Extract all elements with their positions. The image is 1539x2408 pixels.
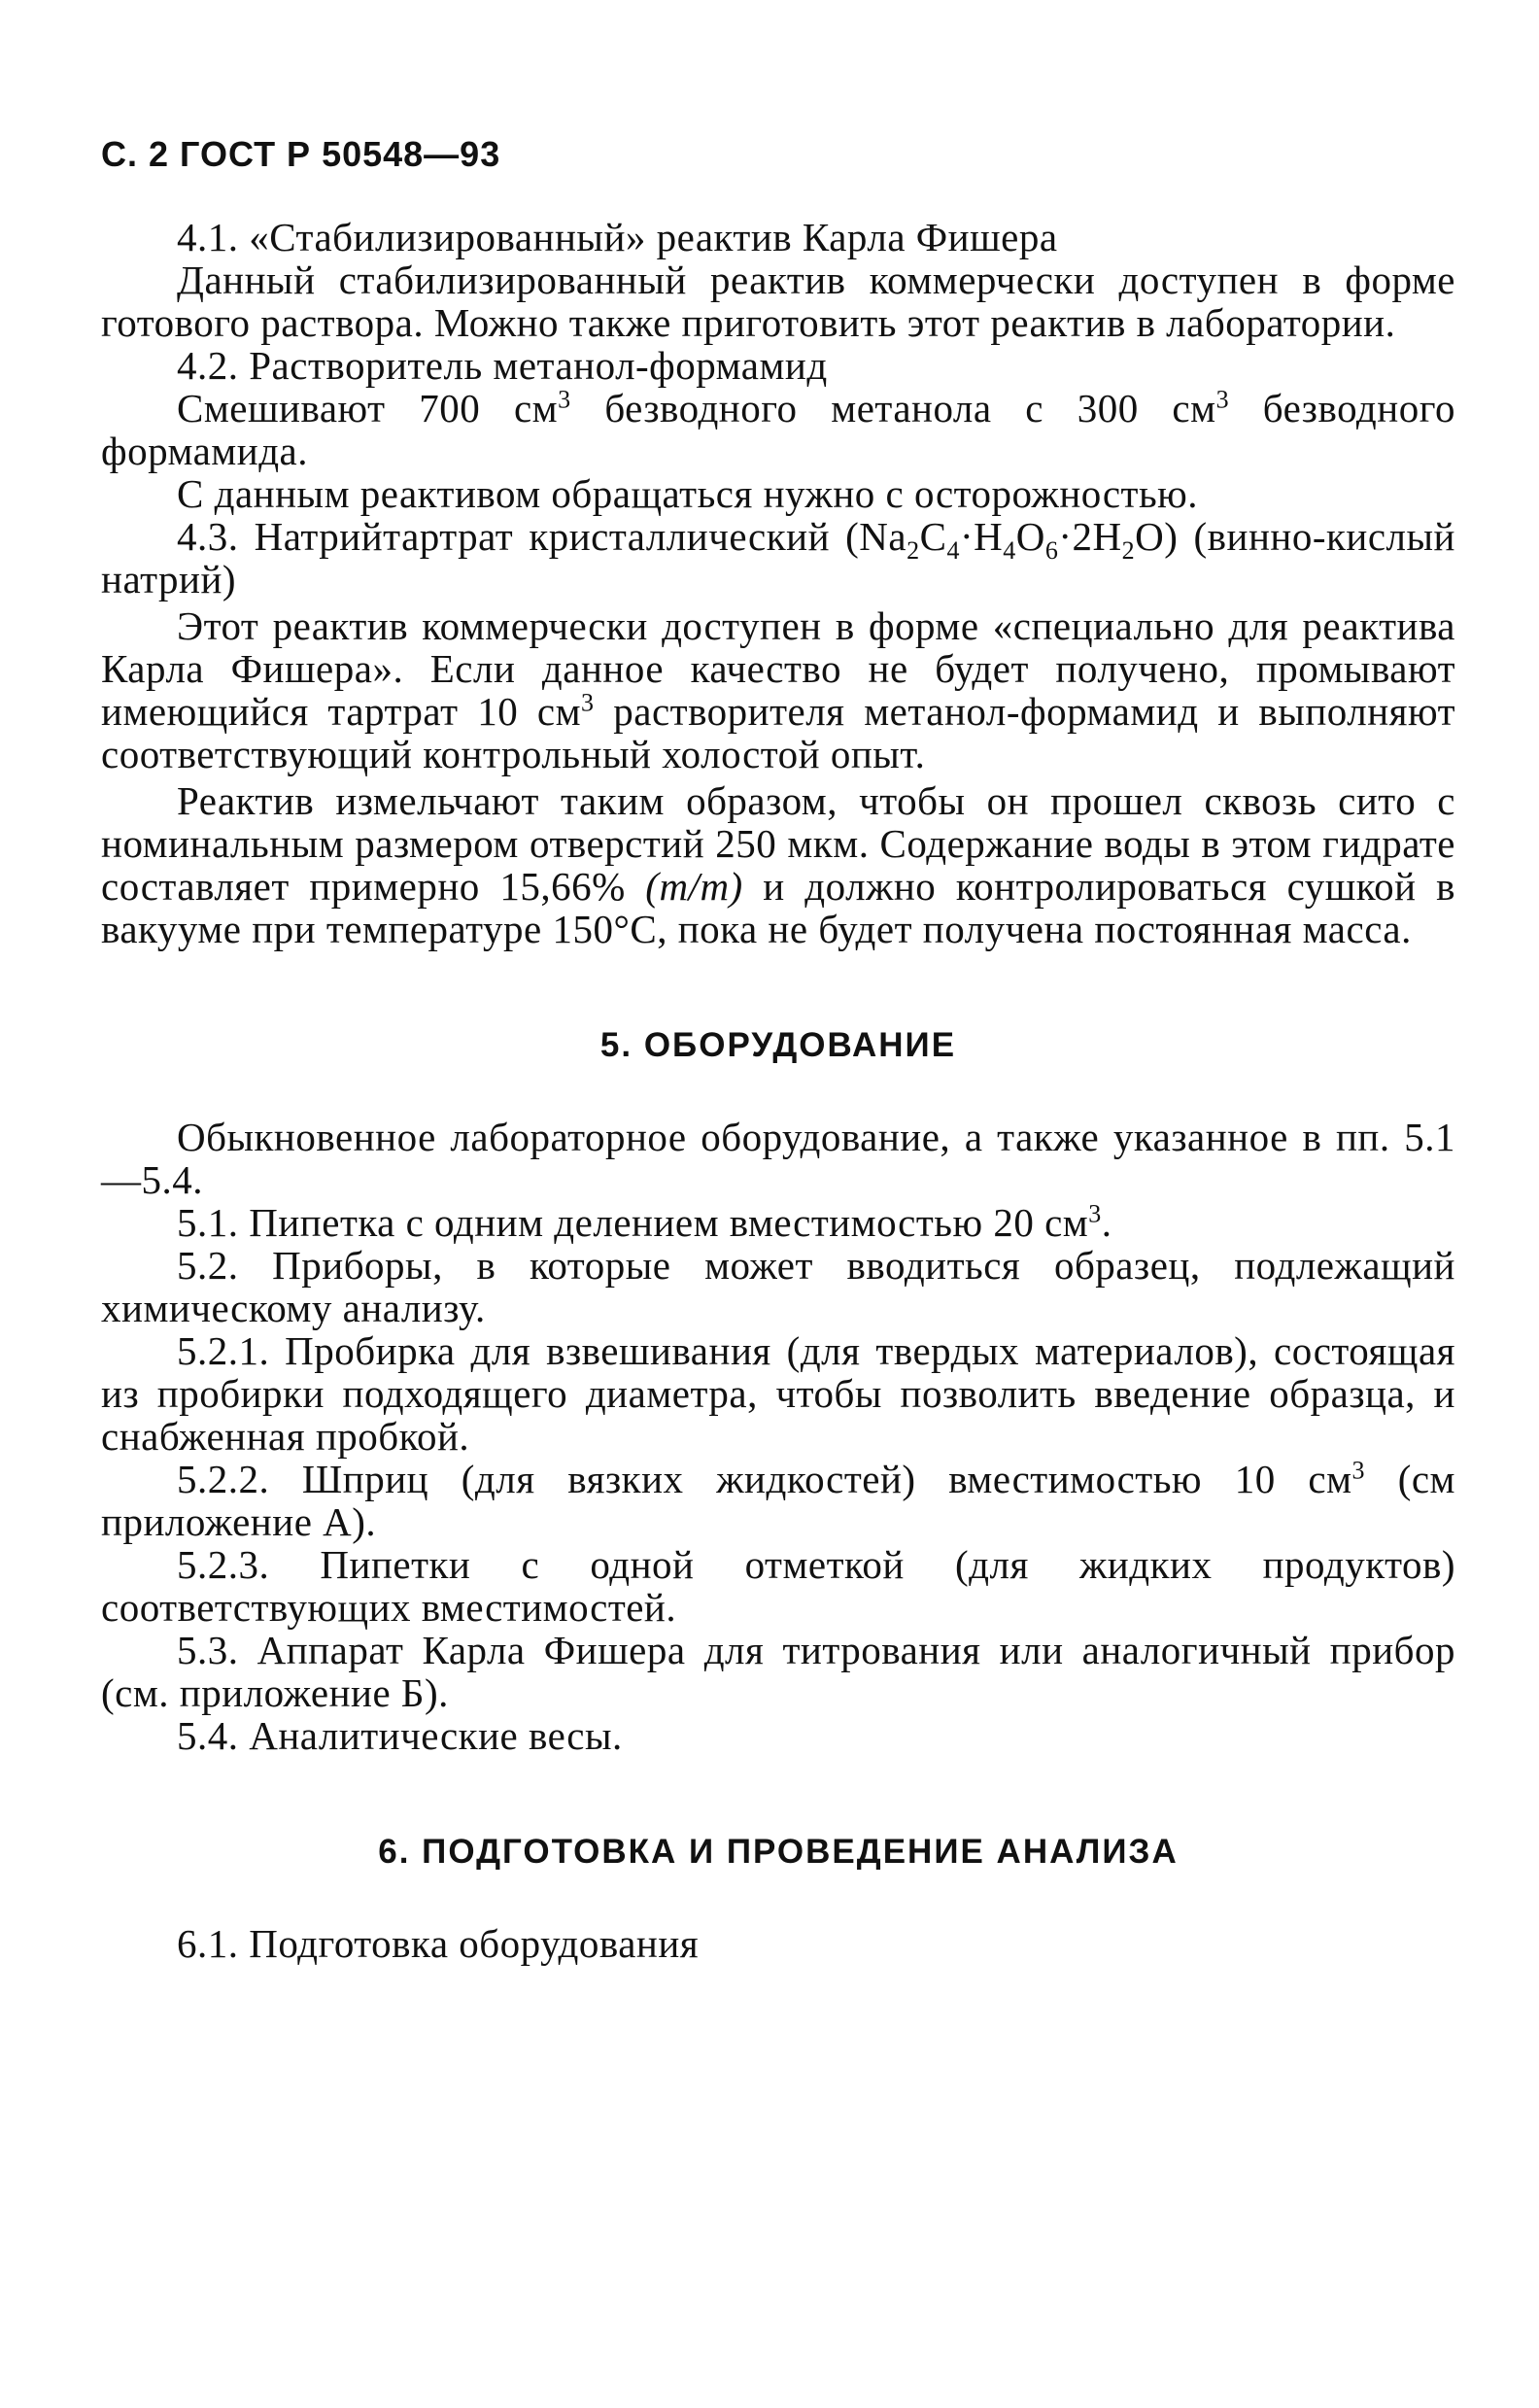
clause-5-4: 5.4. Аналитические весы. xyxy=(177,1713,623,1758)
clause-4-3-text-2: Реактив измельчают таким образом, чтобы он прошел сквозь сито с номинальным размером отверстий 250 мкм. Содержание воды в этом гидрате составляет примерно 15,66% (m/m) и должно контролироваться сушкой в вакууме при температуре 150°С, пока не будет получена постоянная масса. xyxy=(101,778,1455,951)
clause-6-1: 6.1. Подготовка оборудования xyxy=(177,1921,700,1966)
clause-4-2-title: 4.2. Растворитель метанол-формамид xyxy=(177,343,828,388)
clause-5-2-1: 5.2.1. Пробирка для взвешивания (для твердых материалов), состоящая из пробирки подходящего диаметра, чтобы позволить введение образца, и снабженная пробкой. xyxy=(101,1328,1455,1459)
clause-4-3-title: 4.3. Натрийтартрат кристаллический $(Na_2C_4\cdot H_4O_6\cdot 2H_2O)$ (винно-кислый натрий) xyxy=(101,514,1455,602)
clause-5-2: 5.2. Приборы, в которые может вводиться образец, подлежащий химическому анализу. xyxy=(101,1243,1455,1330)
clause-4-2-text: Смешивают 700 $см^3$ безводного метанола с 300 $см^3$ безводного формамида. xyxy=(101,385,1455,473)
section-5-intro: Обыкновенное лабораторное оборудование, а также указанное в пп. 5.1—5.4. xyxy=(101,1115,1455,1202)
document-page xyxy=(101,117,1455,1965)
clause-4-2-caution: С данным реактивом обращаться нужно с осторожностью. xyxy=(177,471,1199,516)
clause-4-3-text-1: Этот реактив коммерчески доступен в форме «специально для реактива Карла Фишера». Если данное качество не будет получено, промывают имеющийся тартрат 10 $см^3$ растворителя метанол-формамид и выполняют соответствующий контрольный холостой опыт. xyxy=(101,603,1455,776)
clause-4-1-text: Данный стабилизированный реактив коммерчески доступен в форме готового раствора. Можно также приготовить этот реактив в лаборатории. xyxy=(101,258,1455,345)
section-6-heading: 6. ПОДГОТОВКА И ПРОВЕДЕНИЕ АНАЛИЗА xyxy=(378,1833,1179,1871)
section-5-heading: 5. ОБОРУДОВАНИЕ xyxy=(599,1026,957,1064)
clause-4-1-title: 4.1. «Стабилизированный» реактив Карла Фишера xyxy=(177,215,1058,259)
clause-5-2-2: 5.2.2. Шприц (для вязких жидкостей) вместимостью 10 $см^3$ (см приложение А). xyxy=(101,1456,1455,1544)
clause-5-2-3: 5.2.3. Пипетки с одной отметкой (для жидких продуктов) соответствующих вместимостей. xyxy=(101,1542,1455,1630)
clause-5-1: 5.1. Пипетка с одним делением вместимостью 20 $см^3$. xyxy=(177,1199,1112,1245)
clause-5-3: 5.3. Аппарат Карла Фишера для титрования или аналогичный прибор (см. приложение Б). xyxy=(101,1628,1455,1715)
running-header: С. 2 ГОСТ Р 50548—93 xyxy=(101,134,501,174)
